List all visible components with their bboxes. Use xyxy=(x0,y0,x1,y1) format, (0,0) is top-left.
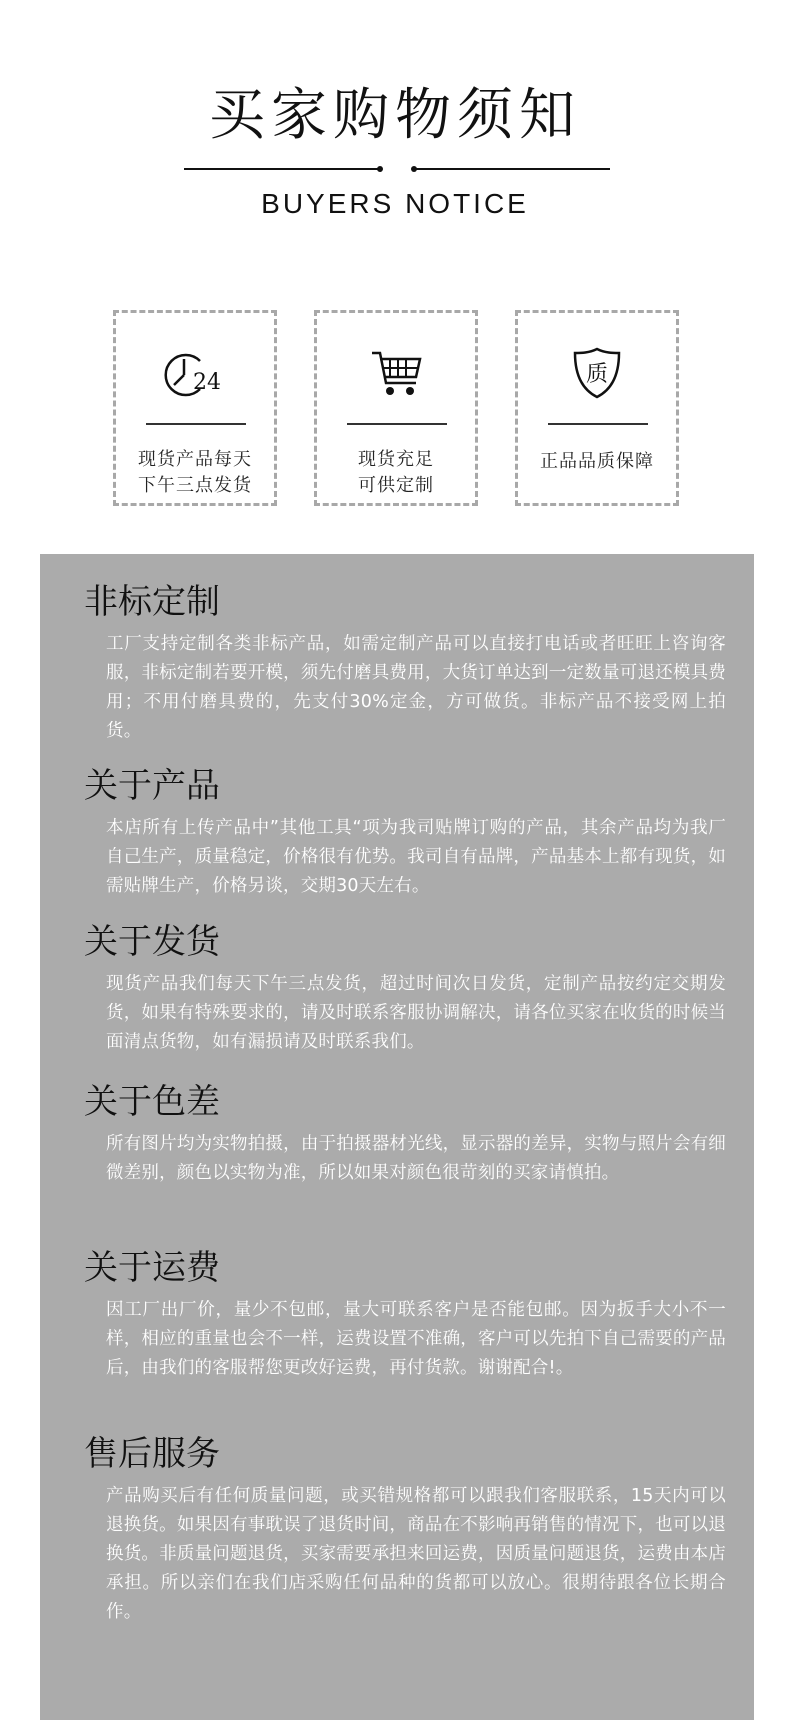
clock-24h-icon xyxy=(116,343,274,403)
feature-box-quality xyxy=(515,310,679,506)
feature-divider xyxy=(548,423,648,425)
feature-line-1: 正品品质保障 xyxy=(540,451,654,472)
section-title: 关于发货 xyxy=(84,922,220,962)
feature-text xyxy=(518,449,676,475)
page-title: 买家购物须知 xyxy=(209,83,581,148)
feature-divider xyxy=(347,423,447,425)
svg-text:24: 24 xyxy=(193,370,221,395)
feature-box-stock xyxy=(314,310,478,506)
section-title: 关于色差 xyxy=(84,1082,220,1122)
section-body: 产品购买后有任何质量问题，或买错规格都可以跟我们客服联系，15天内可以退换货。如果因有事耽误了退货时间，商品在不影响再销售的情况下，也可以退换货。非质量问题退货，买家需要承担来回运费，因质量问题退货，运费由本店承担。所以亲们在我们店采购任何品种的货都可以放心。很期待跟各位长期合作。 xyxy=(106,1486,726,1622)
section-body: 工厂支持定制各类非标产品，如需定制产品可以直接打电话或者旺旺上咨询客服，非标定制若要开模，须先付磨具费用，大货订单达到一定数量可退还模具费用；不用付磨具费的，先支付30%定金，方可做货。非标产品不接受网上拍货。 xyxy=(106,634,726,741)
feature-text xyxy=(317,447,475,499)
feature-line-2: 可供定制 xyxy=(358,475,434,496)
notice-panel xyxy=(40,554,754,1720)
feature-line-1: 现货充足 xyxy=(358,449,434,470)
title-divider-right xyxy=(415,168,610,170)
section-body: 本店所有上传产品中”其他工具“项为我司贴牌订购的产品，其余产品均为我厂自己生产，质量稳定，价格很有优势。我司自有品牌，产品基本上都有现货，如需贴牌生产，价格另谈，交期30天左右。 xyxy=(106,818,726,896)
feature-text xyxy=(116,447,274,499)
feature-line-1: 现货产品每天 xyxy=(138,449,252,470)
quality-shield-icon xyxy=(518,343,676,403)
section-title: 关于运费 xyxy=(84,1248,220,1288)
shopping-cart-icon xyxy=(317,343,475,403)
section-title: 售后服务 xyxy=(84,1434,220,1474)
section-title: 关于产品 xyxy=(84,766,220,806)
feature-box-fast-shipping xyxy=(113,310,277,506)
section-body: 所有图片均为实物拍摄，由于拍摄器材光线，显示器的差异，实物与照片会有细微差别，颜色以实物为准，所以如果对颜色很苛刻的买家请慎拍。 xyxy=(106,1134,726,1183)
divider-dot-left xyxy=(377,166,383,172)
svg-text:质: 质 xyxy=(585,362,609,387)
section-body: 因工厂出厂价，量少不包邮，量大可联系客户是否能包邮。因为扳手大小不一样，相应的重量也会不一样，运费设置不准确，客户可以先拍下自己需要的产品后，由我们的客服帮您更改好运费，再付货款。谢谢配合!。 xyxy=(106,1300,726,1378)
feature-line-2: 下午三点发货 xyxy=(138,475,252,496)
feature-divider xyxy=(146,423,246,425)
section-body: 现货产品我们每天下午三点发货，超过时间次日发货，定制产品按约定交期发货，如果有特殊要求的，请及时联系客服协调解决，请各位买家在收货的时候当面清点货物，如有漏损请及时联系我们。 xyxy=(106,974,726,1052)
title-divider-left xyxy=(184,168,381,170)
section-title: 非标定制 xyxy=(84,582,220,622)
page-subtitle: BUYERS NOTICE xyxy=(261,188,529,219)
